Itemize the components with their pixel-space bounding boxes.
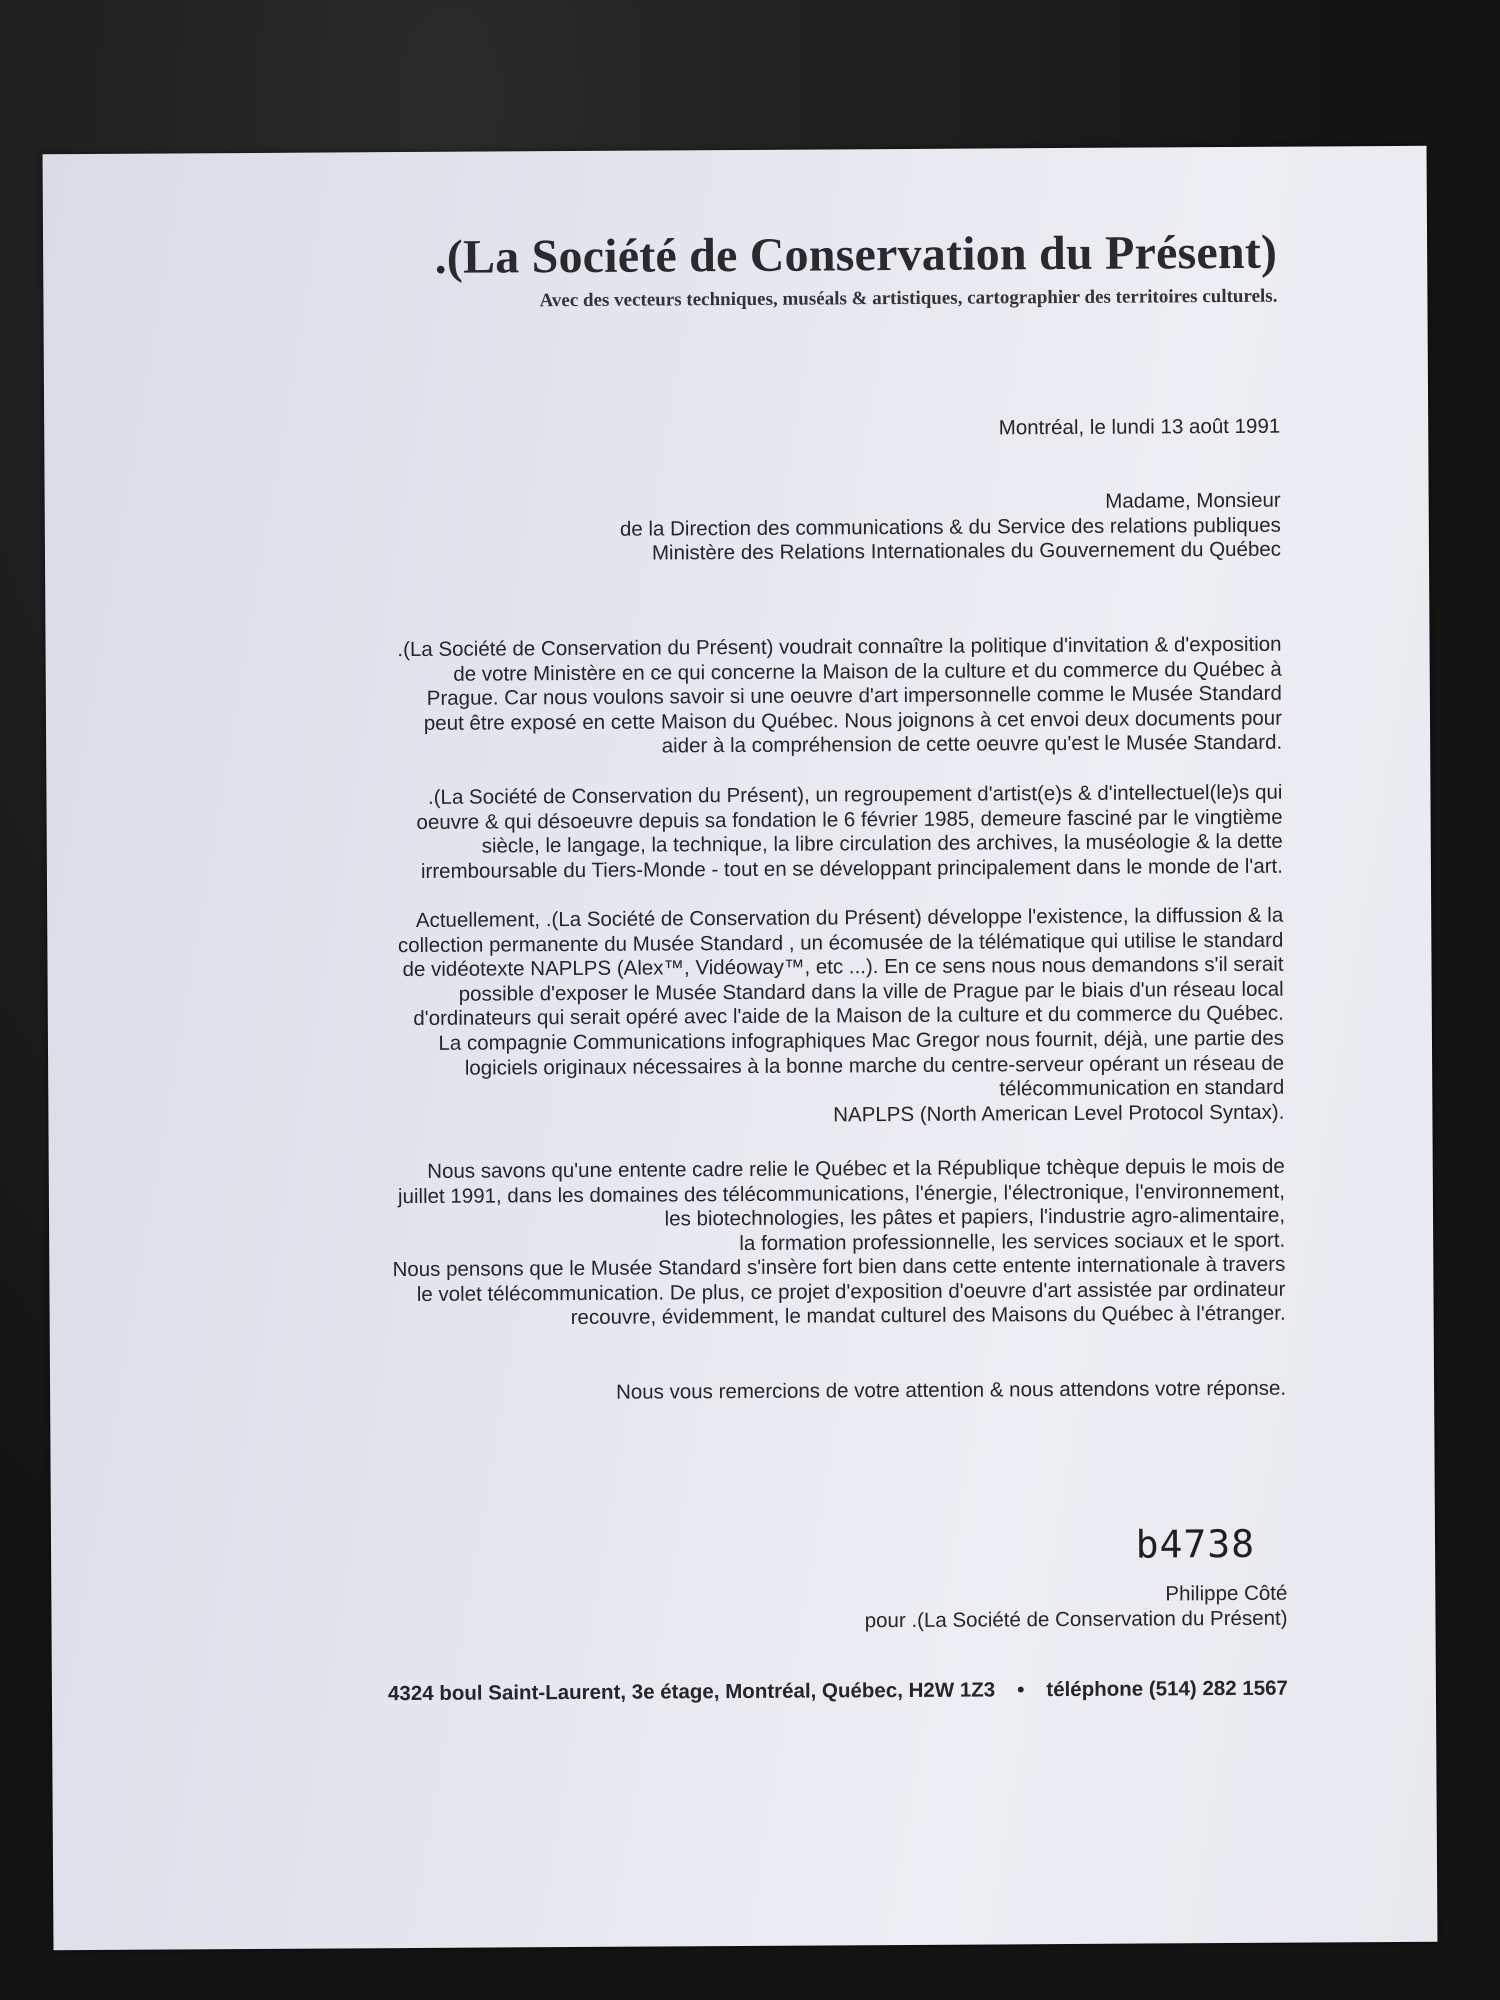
text-line: peut être exposé en cette Maison du Québec. Nous joignons à cet envoi deux documents pour	[423, 706, 1283, 735]
text-line: Actuellement, .(La Société de Conservation du Présent) développe l'existence, la diffussion & la	[415, 903, 1284, 932]
text-line: collection permanente du Musée Standard , un écomusée de la télématique qui utilise le standard	[397, 928, 1284, 957]
recipient-block	[620, 489, 1281, 567]
text-line: possible d'exposer le Musée Standard dans la ville de Prague par le biais d'un réseau local	[458, 977, 1284, 1006]
recipient-line: de la Direction des communications & du Service des relations publiques	[619, 513, 1281, 541]
text-line: La compagnie Communications infographiques Mac Gregor nous fournit, déjà, une partie des	[438, 1026, 1285, 1055]
text-line: de vidéotexte NAPLPS (Alex™, Vidéoway™, etc ...). En ce sens nous nous demandons s'il serait	[402, 952, 1284, 982]
letterhead-subtitle: Avec des vecteurs techniques, muséals & artistiques, cartographier des territoires culturels.	[539, 285, 1278, 312]
letter-page	[43, 146, 1438, 1950]
paragraph-5	[392, 1253, 1285, 1332]
text-line: Nous pensons que le Musée Standard s'insère fort bien dans cette entente internationale à travers	[392, 1252, 1286, 1282]
letterhead	[434, 225, 1277, 313]
paragraph-3	[398, 904, 1285, 1131]
signatory-organization: pour .(La Société de Conservation du Présent)	[864, 1606, 1288, 1632]
text-line: oeuvre & qui désoeuvre depuis sa fondation le 6 février 1985, demeure fasciné par le vingtième	[416, 805, 1283, 834]
text-line: juillet 1991, dans les domaines des télécommunications, l'énergie, l'électronique, l'environnement,	[397, 1179, 1285, 1208]
text-line: Prague. Car nous voulons savoir si une oeuvre d'art impersonnelle comme le Musée Standard	[426, 681, 1282, 711]
recipient-line: Madame, Monsieur	[1105, 488, 1281, 513]
text-line: d'ordinateurs qui serait opéré avec l'aide de la Maison de la culture et du commerce du Québec.	[413, 1002, 1284, 1031]
letter-date: Montréal, le lundi 13 août 1991	[998, 414, 1281, 440]
signatory-name: Philippe Côté	[1165, 1581, 1288, 1606]
text-line: Nous savons qu'une entente cadre relie le Québec et la République tchèque depuis le mois de	[427, 1154, 1285, 1183]
footer-address: 4324 boul Saint-Laurent, 3e étage, Montréal, Québec, H2W 1Z3	[387, 1678, 996, 1706]
text-line: .(La Société de Conservation du Présent) voudrait connaître la politique d'invitation & d'exposition	[397, 632, 1282, 662]
text-line: aider à la compréhension de cette oeuvre qu'est le Musée Standard.	[661, 731, 1283, 758]
text-line: irremboursable du Tiers-Monde - tout en se développant principalement dans le monde de l'art.	[420, 854, 1283, 883]
signature-block	[864, 1582, 1287, 1634]
footer-separator: •	[1017, 1678, 1025, 1702]
text-line: recouvre, évidemment, le mandat culturel des Maisons du Québec à l'étranger.	[570, 1301, 1286, 1330]
text-line: NAPLPS (North American Level Protocol Syntax).	[833, 1100, 1285, 1127]
text-line: siècle, le langage, la technique, la libre circulation des archives, la muséologie & la dette	[481, 829, 1283, 858]
text-line: la formation professionnelle, les services sociaux et le sport.	[739, 1228, 1286, 1255]
letterhead-title: .(La Société de Conservation du Présent)	[434, 225, 1278, 284]
text-line: télécommunication en standard	[999, 1075, 1285, 1101]
text-line: les biotechnologies, les pâtes et papiers, l'industrie agro-alimentaire,	[664, 1203, 1286, 1231]
paragraph-6	[616, 1377, 1286, 1406]
text-line: Nous vous remercions de votre attention & nous attendons votre réponse.	[615, 1376, 1287, 1404]
text-line: le volet télécommunication. De plus, ce projet d'exposition d'oeuvre d'art assistée par ordinateur	[416, 1277, 1286, 1306]
text-line: de votre Ministère en ce qui concerne la Maison de la culture et du commerce du Québec à	[453, 657, 1282, 686]
recipient-line: Ministère des Relations Internationales du Gouvernement du Québec	[651, 537, 1282, 565]
text-line: logiciels originaux nécessaires à la bonne marche du centre-serveur opérant un réseau de	[464, 1051, 1285, 1080]
paragraph-1	[397, 633, 1282, 761]
footer-contact	[388, 1677, 1288, 1706]
paragraph-4	[398, 1155, 1286, 1259]
footer-phone: téléphone (514) 282 1567	[1046, 1676, 1288, 1702]
text-line: .(La Société de Conservation du Présent), un regroupement d'artist(e)s & d'intellectuel(le)s qui	[427, 780, 1283, 809]
stamped-number: b4738	[1135, 1521, 1256, 1567]
paragraph-2	[416, 781, 1283, 885]
